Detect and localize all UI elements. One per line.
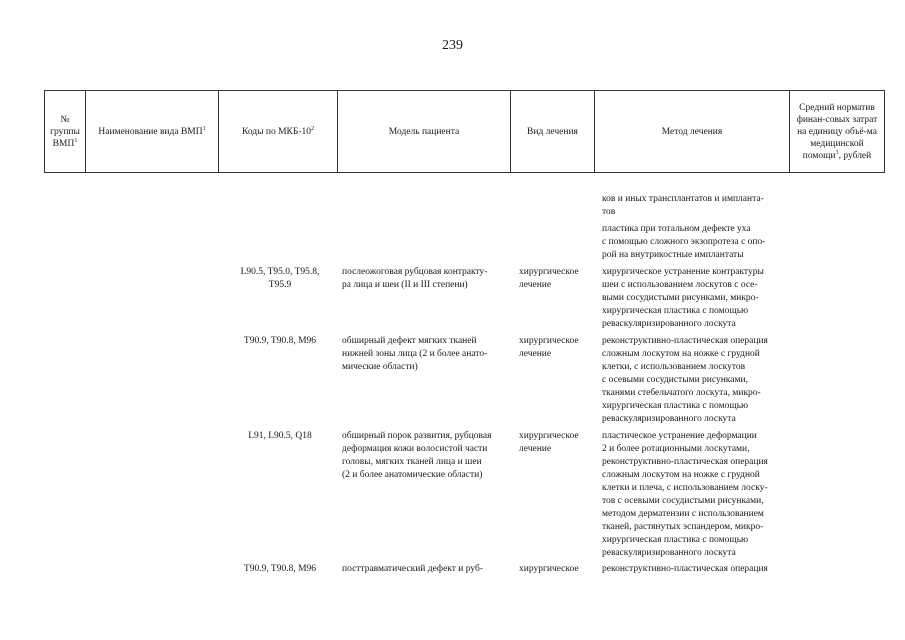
table-row-model: послеожоговая рубцовая контракту- ра лица и шеи (II и III степени) — [342, 267, 488, 290]
table-row-model: обширный порок развития, рубцовая деформация кожи волосистой части головы, мягких тканей лица и шеи (2 и более анатомические области) — [342, 431, 492, 480]
header-icd-codes: Коды по МКБ-$10^2$ — [219, 91, 338, 173]
table-row-treatment: хирургическое лечение — [519, 431, 579, 454]
method-paragraph: пластика при тотальном дефекте уха с помощью сложного экзопротеза с опо- рой на внутрикостные имплантаты — [602, 224, 766, 260]
table-row-method: пластическое устранение деформации 2 и более ротационными лоскутами, реконструктивно-пластическая операция сложным лоскутом на ножке с грудной клетки и плеча, с использованием лоску- тов с осевыми сосудистыми рисунками, методом дерматензии с использованием тканей, растянутых эспандером, микро- хирургическая пластика с помощью реваскуляризированного лоскута — [602, 431, 768, 558]
table-row-treatment: хирургическое лечение — [519, 336, 579, 359]
page-number: 239 — [442, 38, 463, 53]
header-treatment-type: Вид лечения — [511, 91, 595, 173]
table-row-codes: L90.5, T95.0, T95.8, T95.9 — [240, 267, 320, 290]
table-row-model: обширный дефект мягких тканей нижней зоны лица (2 и более анато- мические области) — [342, 336, 488, 372]
table-row-treatment: хирургическое лечение — [519, 267, 579, 290]
header-group-number: № группы ВМП$^1$ — [45, 91, 86, 173]
table-header — [44, 90, 885, 173]
table-row-method: реконструктивно-пластическая операция — [602, 564, 768, 574]
table-row-method: хирургическое устранение контрактуры шеи с использованием лоскутов с осе- выми сосудистыми рисунками, микро- хирургическая пластика с помощью реваскуляризированного лоскута — [602, 267, 764, 329]
method-paragraph: ков и иных трансплантатов и импланта- тов — [602, 194, 764, 217]
table-row-method: реконструктивно-пластическая операция сложным лоскутом на ножке с грудной клетки, с использованием лоскутов с осевыми сосудистыми рисунками, тканями стебельчатого лоскута, микро- хирургическая пластика с помощью реваскуляризированного лоскута — [602, 336, 768, 424]
header-vmp-name: Наименование вида ВМП$^1$ — [86, 91, 219, 173]
table-row-codes: T90.9, T90.8, M96 — [243, 336, 317, 346]
header-treatment-method: Метод лечения — [595, 91, 790, 173]
table-row-treatment: хирургическое — [519, 564, 579, 574]
table-row-model: посттравматический дефект и руб- — [342, 564, 484, 574]
table-row-method — [602, 193, 792, 262]
table-row-codes: T90.9, T90.8, M96 — [243, 564, 317, 574]
header-average-cost: Средний норматив финан-совых затрат на единицу объё-ма медицинской помощи$^3$, рублей — [790, 91, 885, 173]
header-patient-model: Модель пациента — [338, 91, 511, 173]
table-row-codes: L91, L90.5, Q18 — [248, 431, 312, 441]
